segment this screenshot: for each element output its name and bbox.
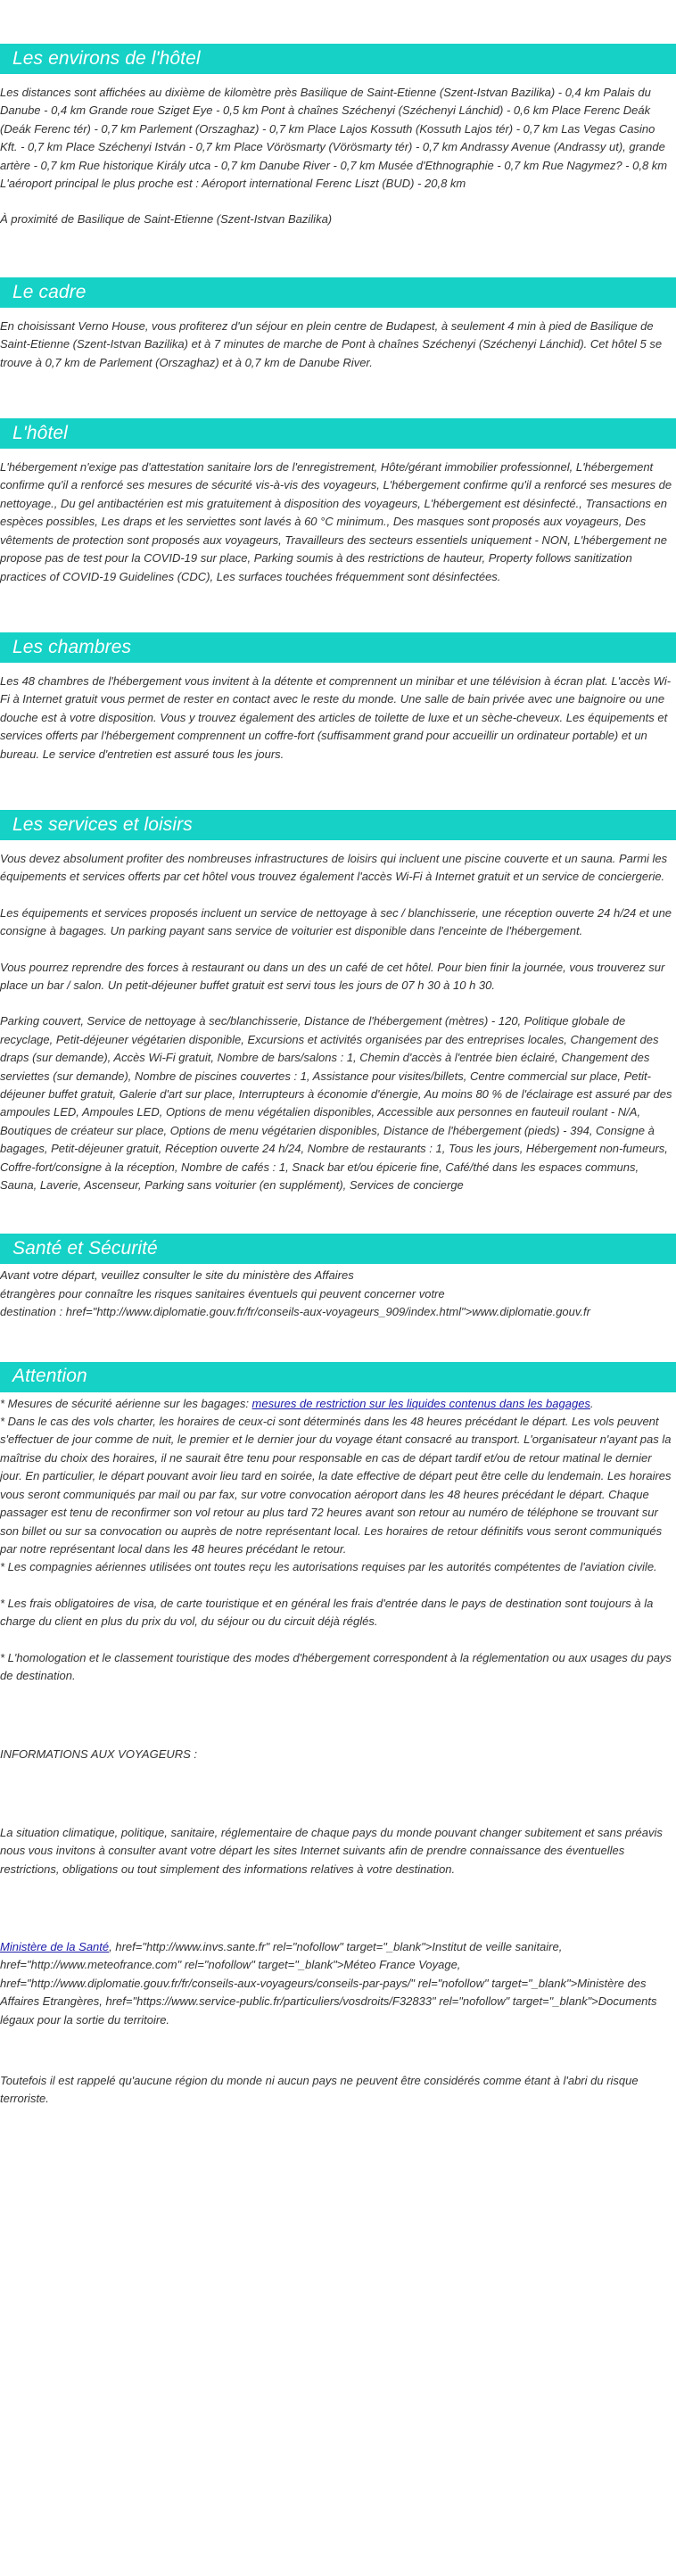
section-environs <box>0 0 676 229</box>
liquids-restriction-link[interactable]: mesures de restriction sur les liquides contenus dans les bagages <box>251 1396 590 1410</box>
section-header-attention <box>0 1362 676 1392</box>
section-cadre <box>0 229 676 372</box>
section-title-chambres: Les chambres <box>12 636 132 657</box>
info-links-text: , href="http://www.invs.sante.fr" rel="nofollow" target="_blank">Institut de veille sanitaire, href="http://www.meteofrance.com" rel="nofollow" target="_blank">Méteo France Voyage, href="http://www.diplomatie.gouv.fr/fr/conseils-aux-voyageurs/conseils-par-pays/" rel="nofollow" target="_blank">Ministère des Affaires Etrangères, href="https://www.service-public.fr/particuliers/vosdroits/F32833" rel="nofollow" target="_blank">Documents légaux pour la sortie du territoire. <box>0 1939 657 2027</box>
sante-line-3: destination : href="http://www.diplomatie.gouv.fr/fr/conseils-aux-voyageurs_909/index.html">www.diplomatie.gouv.fr <box>0 1305 590 1319</box>
attention-baggage-note <box>0 1395 672 1413</box>
attention-charter-note: * Dans le cas des vols charter, les horaires de ceux-ci sont déterminés dans les 48 heures précédant le départ. Les vols peuvent s'effectuer de jour comme de nuit, le premier et le dernier jour du voyage étant consacré au transport. L'organisateur n'ayant pas la maîtrise du choix des horaires, il ne saurait être tenu pour responsable en cas de départ tardif et/ou de retour matinal le dernier jour. En particulier, le départ pouvant avoir lieu tard en soirée, la date effective de départ peut être celle du lendemain. Les horaires vous seront communiqués par mail ou par fax, sur votre convocation aéroport dans les 48 heures précédant le départ. Chaque passager est tenu de reconfirmer son vol retour au plus tard 72 heures avant son retour au numéro de téléphone se trouvant sur son billet ou sur sa convocation ou auprès de notre représentant local. Les horaires de retour définitifs vous seront communiqués par notre représentant local dans les 48 heures précédant le retour. <box>0 1415 672 1556</box>
attention-visa-note: * Les frais obligatoires de visa, de carte touristique et en général les frais d'entrée dans le pays de destination sont toujours à la charge du client en plus du prix du vol, du séjour ou du circuit déjà réglés. <box>0 1596 654 1629</box>
section-content-services <box>0 850 676 1195</box>
section-chambres <box>0 586 676 764</box>
attention-baggage-suffix: . <box>589 1396 594 1410</box>
environs-distances-text: Les distances sont affichées au dixième de kilomètre près Basilique de Saint-Etienne (Szent-Istvan Bazilika) - 0,4 km Palais du Danube - 0,4 km Grande roue Sziget Eye - 0,5 km Pont à chaînes Széchenyi (Széchenyi Lánchid) - 0,6 km Place Ferenc Deák (Deák Ferenc tér) - 0,7 km Parlement (Orszaghaz) - 0,7 km Place Lajos Kossuth (Kossuth Lajos tér) - 0,7 km Las Vegas Casino Kft. - 0,7 km Place Széchenyi István - 0,7 km Place Vörösmarty (Vörösmarty tér) - 0,7 km Andrassy Avenue (Andrassy ut), grande artère - 0,7 km Rue historique Király utca - 0,7 km Danube River - 0,7 km Musée d'Ethnographie - 0,7 km Rue Nagymez? - 0,8 km L'aéroport principal le plus proche est : Aéroport international Ferenc Liszt (BUD) - 20,8 km <box>0 86 668 191</box>
hotel-text: L'hébergement n'exige pas d'attestation sanitaire lors de l'enregistrement, Hôte/gérant immobilier professionnel, L'hébergement confirme qu'il a renforcé ses mesures de sécurité vis-à-vis des voyageurs, L'hébergement confirme qu'il a renforcé ses mesures de nettoyage., Du gel antibactérien est mis gratuitement à disposition des voyageurs, L'hébergement est désinfecté., Transactions en espèces possibles, Les draps et les serviettes sont lavés à 60 °C minimum., Des masques sont proposés aux voyageurs, Des vêtements de protection sont proposés aux voyageurs, Travailleurs des secteurs essentiels uniquement - NON, L'hébergement ne propose pas de test pour la COVID-19 sur place, Parking soumis à des restrictions de hauteur, Property follows sanitization practices of COVID-19 Guidelines (CDC), Les surfaces touchées fréquemment sont désinfectées. <box>0 460 672 583</box>
sante-line-1: Avant votre départ, veuillez consulter le site du ministère des Affaires <box>0 1268 354 1283</box>
section-content-sante <box>0 1267 676 1321</box>
section-header-environs <box>0 44 676 74</box>
section-attention <box>0 1322 676 2109</box>
section-title-hotel: L'hôtel <box>12 422 68 443</box>
chambres-text: Les 48 chambres de l'hébergement vous invitent à la détente et comprennent un minibar et une télévision à écran plat. L'accès Wi-Fi à Internet gratuit vous permet de rester en contact avec le reste du monde. Une salle de bain privée avec une baignoire ou une douche est à votre disposition. Vous y trouvez également des articles de toilette de luxe et un sèche-cheveux. Les équipements et services offerts par l'hébergement comprennent un coffre-fort (suffisamment grand pour accueillir un ordinateur portable) et un bureau. Le service d'entretien est assuré tous les jours. <box>0 673 672 761</box>
section-hotel <box>0 372 676 586</box>
info-links-paragraph <box>0 1938 672 2029</box>
attention-homologation-note: * L'homologation et le classement touristique des modes d'hébergement correspondent à la réglementation ou aux usages du pays de destination. <box>0 1650 672 1682</box>
section-header-hotel <box>0 418 676 449</box>
ministere-sante-link[interactable]: Ministère de la Santé <box>0 1939 110 1953</box>
attention-airlines-note: * Les compagnies aériennes utilisées ont toutes reçu les autorisations requises par les autorités compétentes de l'aviation civile. <box>0 1560 657 1574</box>
section-header-cadre <box>0 277 676 308</box>
attention-baggage-prefix: * Mesures de sécurité aérienne sur les bagages: <box>0 1396 252 1410</box>
environs-proximity-text: À proximité de Basilique de Saint-Etienne (Szent-Istvan Bazilika) <box>0 212 333 227</box>
sante-line-2: étrangères pour connaître les risques sanitaires éventuels qui peuvent concerner votre <box>0 1286 445 1300</box>
info-voyageurs-title: INFORMATIONS AUX VOYAGEURS : <box>0 1747 198 1762</box>
section-header-chambres <box>0 632 676 663</box>
section-header-sante <box>0 1234 676 1264</box>
section-title-environs: Les environs de l'hôtel <box>12 47 201 69</box>
section-sante <box>0 1194 676 1321</box>
services-amenities-text: Parking couvert, Service de nettoyage à sec/blanchisserie, Distance de l'hébergement (mètres) - 120, Politique globale de recyclage, Petit-déjeuner végétarien disponible, Excursions et activités organisées par des entreprises locales, Changement des draps (sur demande), Accès Wi-Fi gratuit, Nombre de bars/salons : 1, Chemin d'accès à l'entrée bien éclairé, Changement des serviettes (sur demande), Nombre de piscines couvertes : 1, Assistance pour visites/billets, Centre commercial sur place, Petit-déjeuner buffet gratuit, Galerie d'art sur place, Interrupteurs à économie d'énergie, Au moins 80 % de l'éclairage est assuré par des ampoules LED, Ampoules LED, Options de menu végétalien disponibles, Accessible aux personnes en fauteuil roulant - N/A, Boutiques de créateur sur place, Options de menu végétarien disponibles, Distance de l'hébergement (pieds) - 394, Consigne à bagages, Petit-déjeuner gratuit, Réception ouverte 24 h/24, Nombre de restaurants : 1, Tous les jours, Hébergement non-fumeurs, Coffre-fort/consigne à la réception, Nombre de cafés : 1, Snack bar et/ou épicerie fine, Café/thé dans les espaces communs, Sauna, Laverie, Ascenseur, Parking sans voiturier (en supplément), Services de concierge <box>0 1014 672 1193</box>
section-services <box>0 764 676 1195</box>
section-content-chambres <box>0 673 676 764</box>
section-title-sante: Santé et Sécurité <box>12 1238 158 1259</box>
info-voyageurs-line-2: nous vous invitons à consulter avant votre départ les sites Internet suivants afin de prendre connaissance des éventuelles restrictions, obligations ou tout simplement des informations relatives à votre destination. <box>0 1844 625 1876</box>
services-dining-text: Vous pourrez reprendre des forces à restaurant ou dans un des un café de cet hôtel. Pour bien finir la journée, vous trouverez sur place un bar / salon. Un petit-déjeuner buffet gratuit est servi tous les jours de 07 h 30 à 10 h 30. <box>0 960 665 992</box>
section-title-services: Les services et loisirs <box>12 813 193 835</box>
terrorism-risk-note: Toutefois il est rappelé qu'aucune région du monde ni aucun pays ne peuvent être considérés comme étant à l'abri du risque terroriste. <box>0 2074 639 2106</box>
services-equipment-text: Les équipements et services proposés incluent un service de nettoyage à sec / blanchisserie, une réception ouverte 24 h/24 et une consigne à bagages. Un parking payant sans service de voiturier est disponible dans l'enceinte de l'hébergement. <box>0 905 672 938</box>
section-content-hotel <box>0 458 676 586</box>
section-title-cadre: Le cadre <box>12 281 87 302</box>
section-content-cadre <box>0 318 676 372</box>
section-content-attention <box>0 1395 676 2109</box>
section-title-attention: Attention <box>12 1366 87 1387</box>
services-leisure-text: Vous devez absolument profiter des nombreuses infrastructures de loisirs qui incluent une piscine couverte et un sauna. Parmi les équipements et services offerts par cet hôtel vous trouvez également l'accès Wi-Fi à Internet gratuit et un service de conciergerie. <box>0 851 668 884</box>
section-content-environs <box>0 84 676 229</box>
info-voyageurs-line-1: La situation climatique, politique, sanitaire, réglementaire de chaque pays du monde pouvant changer subitement et sans préavis <box>0 1825 663 1839</box>
cadre-text: En choisissant Verno House, vous profiterez d'un séjour en plein centre de Budapest, à seulement 4 min à pied de Basilique de Saint-Etienne (Szent-Istvan Bazilika) et à 7 minutes de marche de Pont à chaînes Széchenyi (Széchenyi Lánchid). Cet hôtel 5 se trouve à 0,7 km de Parlement (Orszaghaz) et à 0,7 km de Danube River. <box>0 318 663 369</box>
section-header-services <box>0 810 676 840</box>
